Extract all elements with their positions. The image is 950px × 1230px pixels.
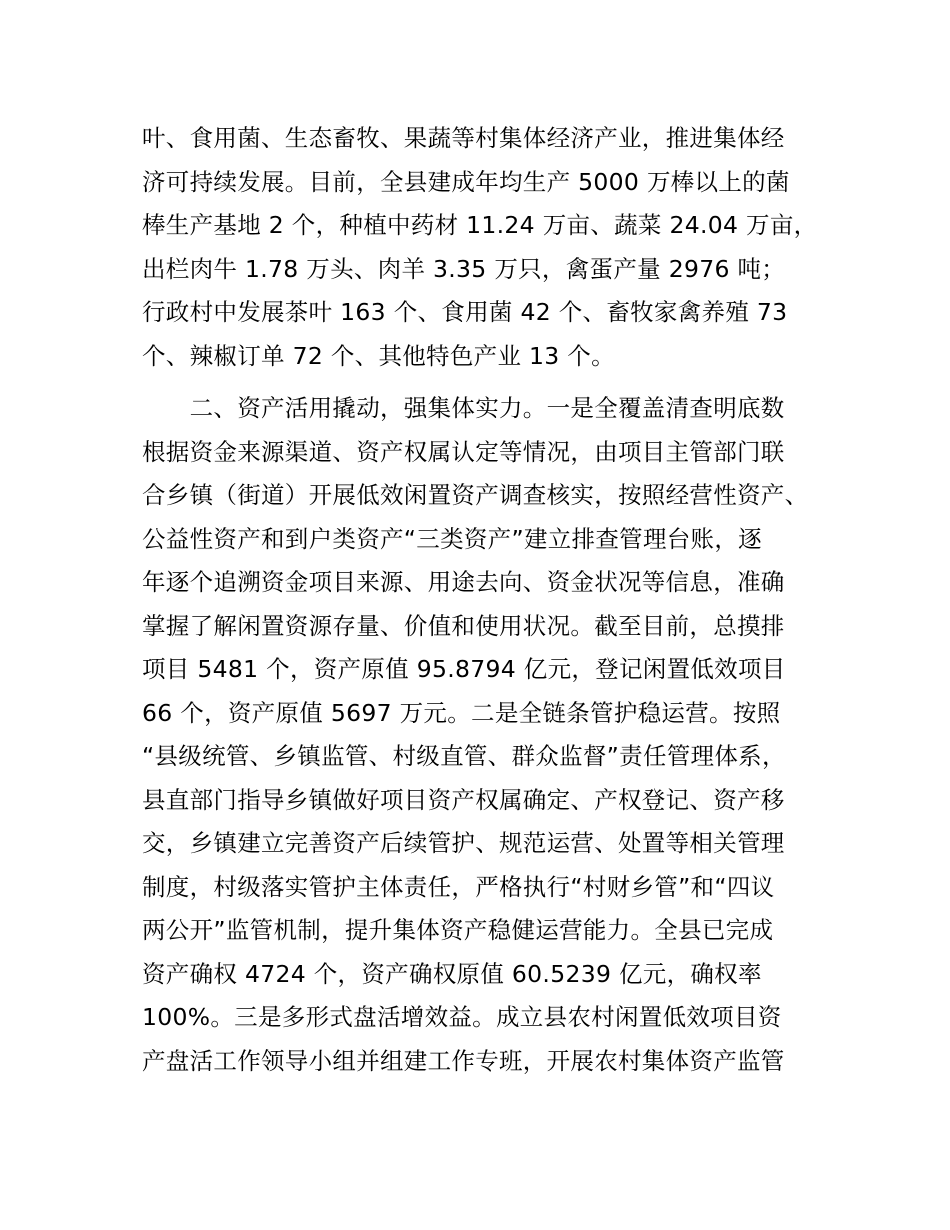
text-line: 66 个，资产原值 5697 万元。二是全链条管护稳运营。按照 xyxy=(142,698,781,727)
text-line: 产盘活工作领导小组并组建工作专班，开展农村集体资产监管 xyxy=(142,1046,785,1075)
text-line: 交，乡镇建立完善资产后续管护、规范运营、处置等相关管理 xyxy=(142,829,785,857)
text-line: 100%。三是多形式盘活增效益。成立县农村闲置低效项目资 xyxy=(142,1003,782,1031)
text-line: 公益性资产和到户类资产“三类资产”建立排查管理台账，逐 xyxy=(142,524,762,553)
text-line: 资产确权 4724 个，资产确权原值 60.5239 亿元，确权率 xyxy=(142,959,762,988)
text-line: 济可持续发展。目前，全县建成年均生产 5000 万棒以上的菌 xyxy=(142,167,790,196)
text-line: 两公开”监管机制，提升集体资产稳健运营能力。全县已完成 xyxy=(142,916,774,944)
paragraph-asset-activation xyxy=(142,387,842,1083)
text-line: 二、资产活用撬动，强集体实力。一是全覆盖清查明底数 xyxy=(142,394,785,422)
text-line: 掌握了解闲置资源存量、价值和使用状况。截至目前，总摸排 xyxy=(142,611,785,640)
text-line: 个、辣椒订单 72 个、其他特色产业 13 个。 xyxy=(142,341,615,370)
text-line: “县级统管、乡镇监管、村级直管、群众监督”责任管理体系， xyxy=(142,742,786,770)
text-line: 制度，村级落实管护主体责任，严格执行“村财乡管”和“四议 xyxy=(142,872,775,901)
text-line: 项目 5481 个，资产原值 95.8794 亿元，登记闲置低效项目 xyxy=(142,655,786,683)
paragraph-industry-development xyxy=(142,117,842,378)
text-line: 合乡镇（街道）开展低效闲置资产调查核实，按照经营性资产、 xyxy=(142,481,809,509)
text-line: 根据资金来源渠道、资产权属认定等情况，由项目主管部门联 xyxy=(142,437,785,466)
text-line: 棒生产基地 2 个，种植中药材 11.24 万亩、蔬菜 24.04 万亩， xyxy=(142,211,818,239)
text-line: 年逐个追溯资金项目来源、用途去向、资金状况等信息，准确 xyxy=(142,568,785,596)
text-line: 叶、食用菌、生态畜牧、果蔬等村集体经济产业，推进集体经 xyxy=(142,124,785,152)
text-line: 行政村中发展茶叶 163 个、食用菌 42 个、畜牧家禽养殖 73 xyxy=(142,298,788,326)
text-line: 县直部门指导乡镇做好项目资产权属确定、产权登记、资产移 xyxy=(142,785,785,814)
text-line: 出栏肉牛 1.78 万头、肉羊 3.35 万只，禽蛋产量 2976 吨； xyxy=(142,254,786,283)
